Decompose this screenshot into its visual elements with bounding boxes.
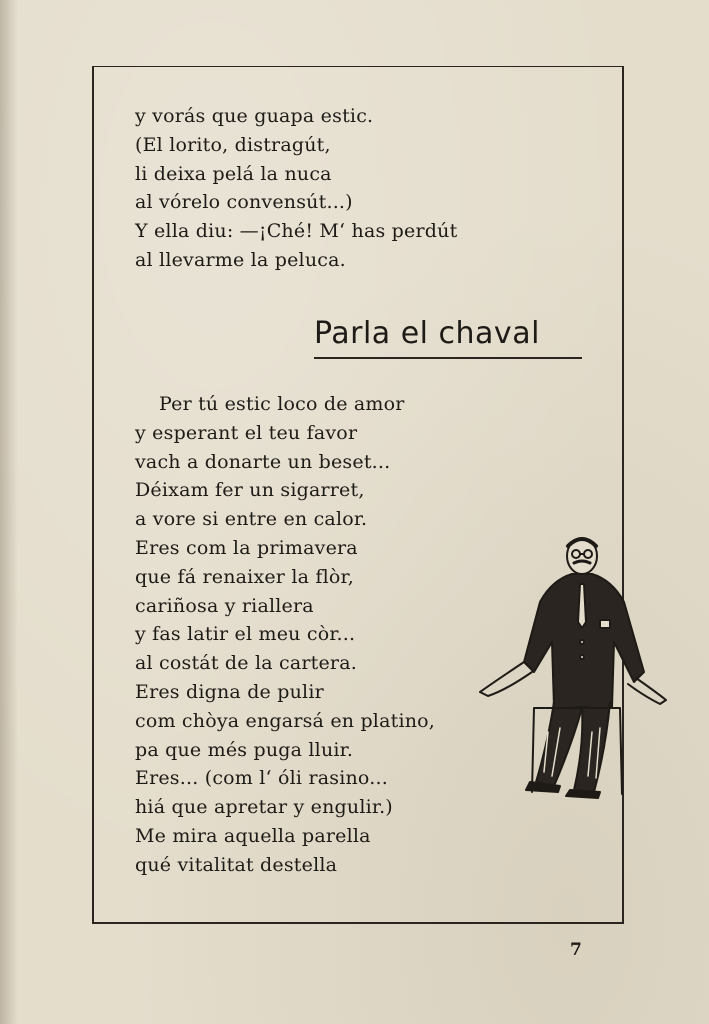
verse-line: y esperant el teu favor — [135, 421, 358, 444]
verse-line: Eres... (com l‘ óli rasino... — [135, 767, 388, 790]
verse-line: (El lorito, distragút, — [135, 133, 331, 156]
verse-line: Eres digna de pulir — [135, 680, 324, 703]
verse-line: cariñosa y riallera — [135, 594, 314, 617]
spine-shadow — [0, 0, 18, 1024]
seated-man-illustration — [474, 532, 672, 802]
verse-line: Per tú estic loco de amor — [159, 393, 405, 415]
verse-line: al costát de la cartera. — [135, 652, 357, 675]
verse-line: que fá renaixer la flòr, — [135, 565, 354, 588]
verse-line: a vore si entre en calor. — [135, 508, 368, 531]
page-number: 7 — [570, 940, 582, 960]
verse-line: com chòya engarsá en platino, — [135, 709, 436, 732]
verse-line: Y ella diu: —¡Ché! M‘ has perdút — [135, 220, 458, 243]
verse-line: qué vitalitat destella — [135, 853, 338, 876]
title-underline — [314, 357, 582, 359]
verse-line: al vórelo convensút...) — [135, 191, 353, 214]
verse-line: Me mira aquella parella — [135, 824, 371, 847]
verse-line: vach a donarte un beset... — [135, 450, 391, 473]
verse-line: li deixa pelá la nuca — [135, 162, 332, 185]
verse-line: y vorás que guapa estic. — [135, 105, 374, 127]
verse-line: Déixam fer un sigarret, — [135, 479, 365, 502]
stanza-top — [135, 102, 457, 275]
verse-line: al llevarme la peluca. — [135, 248, 346, 271]
verse-line: y fas latir el meu còr... — [135, 623, 356, 646]
verse-line: hiá que apretar y engulir.) — [135, 796, 393, 819]
stanza-main — [135, 390, 435, 880]
verse-line: pa que més puga lluir. — [135, 738, 354, 761]
verse-line: Eres com la primavera — [135, 536, 358, 559]
section-title: Parla el chaval — [314, 316, 540, 351]
